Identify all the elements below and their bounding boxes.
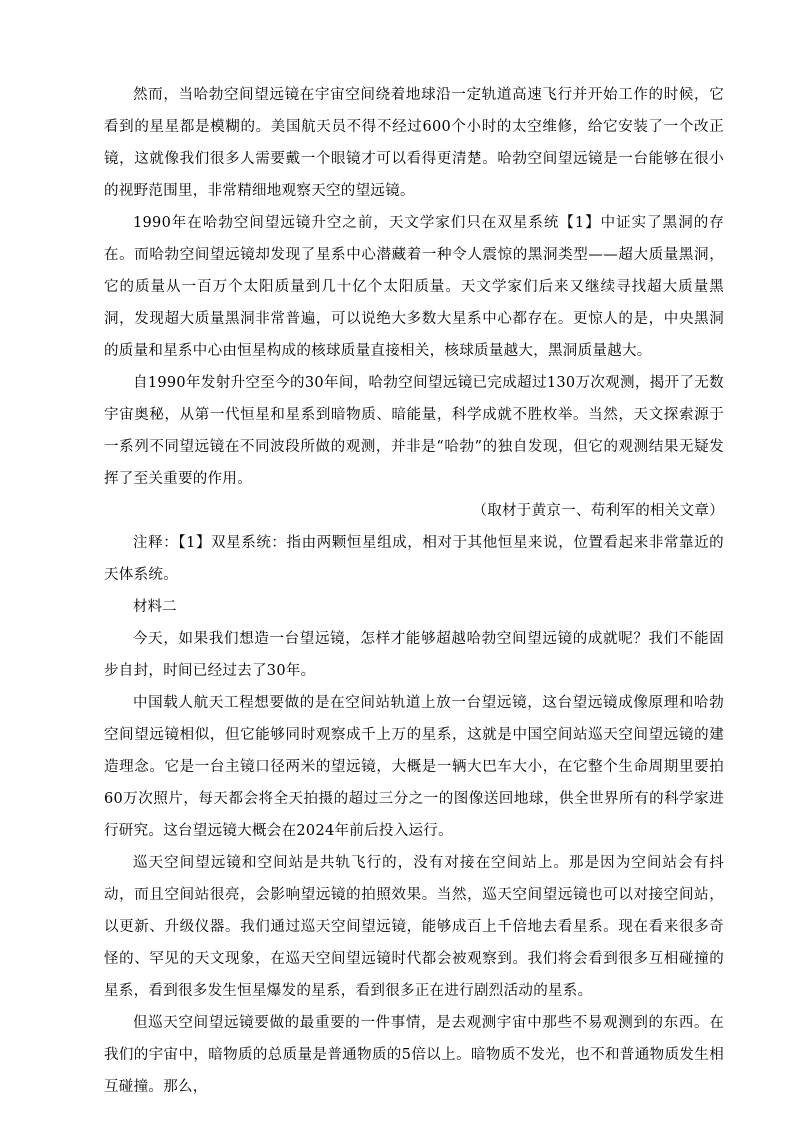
paragraph-hubble-repair: 然而，当哈勃空间望远镜在宇宙空间绕着地球沿一定轨道高速飞行并开始工作的时候，它看到的星星都是模糊的。美国航天员不得不经过600个小时的太空维修，给它安装了一个改正镜，这就像我们很多人需要戴一个眼镜才可以看得更清楚。哈勃空间望远镜是一台能够在很小的视野范围里，非常精细地观察天空的望远镜。 [104, 87, 724, 199]
paragraph-survey-telescope: 中国载人航天工程想要做的是在空间站轨道上放一台望远镜，这台望远镜成像原理和哈勃空间望远镜相似，但它能够同时观察成千上万的星系，这就是中国空间站巡天空间望远镜的建造理念。它是一台主镜口径两米的望远镜，大概是一辆大巴车大小，在它整个生命周期里要拍60万次照片，每天都会将全天拍摄的超过三分之一的图像送回地球，供全世界所有的科学家进行研究。这台望远镜大概会在2024年前后投入运行。 [104, 695, 724, 839]
section-heading-material-two: 材料二 [133, 599, 177, 615]
paragraph-dark-matter: 但巡天空间望远镜要做的最重要的一件事情，是去观测宇宙中那些不易观测到的东西。在我们的宇宙中，暗物质的总质量是普通物质的5倍以上。暗物质不发光，也不和普通物质发生相互碰撞。那么， [104, 1015, 724, 1095]
paragraph-black-holes: 1990年在哈勃空间望远镜升空之前，天文学家们只在双星系统【1】中证实了黑洞的存在。而哈勃空间望远镜却发现了星系中心潜藏着一种令人震惊的黑洞类型——超大质量黑洞，它的质量从一百万个太阳质量到几十亿个太阳质量。天文学家们后来又继续寻找超大质量黑洞，发现超大质量黑洞非常普遍，可以说绝大多数大星系中心都存在。更惊人的是，中央黑洞的质量和星系中心由恒星构成的核球质量直接相关，核球质量越大，黑洞质量越大。 [104, 215, 724, 359]
source-citation: （取材于黄京一、苟利军的相关文章） [472, 503, 724, 519]
footnote-binary-system: 注释：【1】双星系统：指由两颗恒星组成，相对于其他恒星来说，位置看起来非常靠近的天体系统。 [104, 535, 724, 583]
article-body [104, 79, 724, 1103]
paragraph-today: 今天，如果我们想造一台望远镜，怎样才能够超越哈勃空间望远镜的成就呢？我们不能固步自封，时间已经过去了30年。 [104, 631, 724, 679]
paragraph-observations: 自1990年发射升空至今的30年间，哈勃空间望远镜已完成超过130万次观测，揭开了无数宇宙奥秘，从第一代恒星和星系到暗物质、暗能量，科学成就不胜枚举。当然，天文探索源于一系列不同望远镜在不同波段所做的观测，并非是“哈勃”的独自发现，但它的观测结果无疑发挥了至关重要的作用。 [104, 375, 724, 487]
paragraph-co-orbit: 巡天空间望远镜和空间站是共轨飞行的，没有对接在空间站上。那是因为空间站会有抖动，而且空间站很亮，会影响望远镜的拍照效果。当然，巡天空间望远镜也可以对接空间站，以更新、升级仪器。我们通过巡天空间望远镜，能够成百上千倍地去看星系。现在看来很多奇怪的、罕见的天文现象，在巡天空间望远镜时代都会被观察到。我们将会看到很多互相碰撞的星系，看到很多发生恒星爆发的星系，看到很多正在进行剧烈活动的星系。 [104, 855, 724, 999]
